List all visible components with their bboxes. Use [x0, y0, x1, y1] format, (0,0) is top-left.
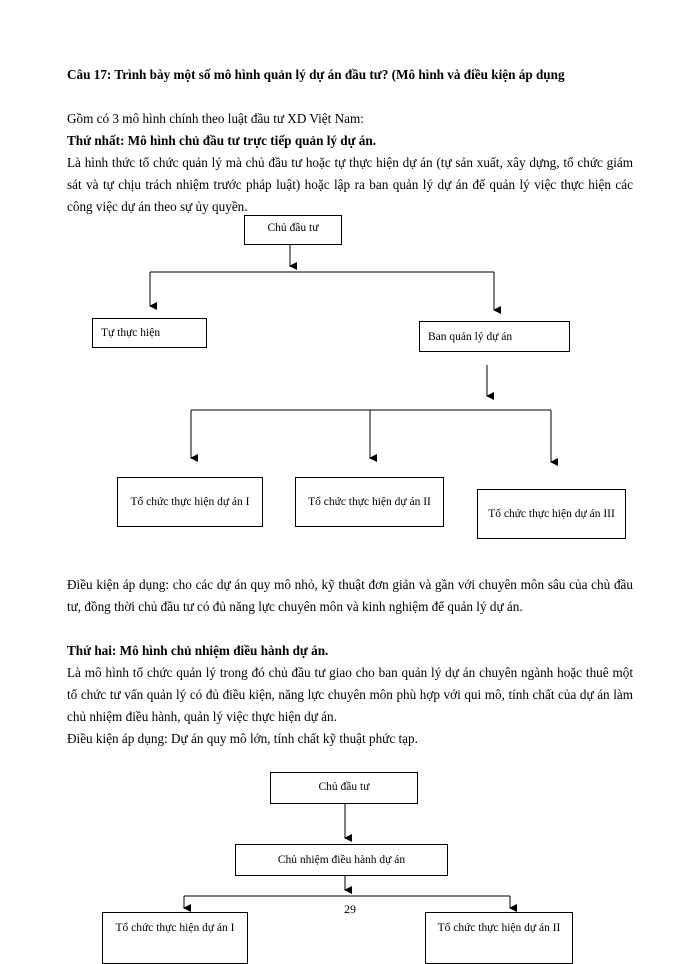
model1-heading: Thứ nhất: Mô hình chủ đầu tư trực tiếp quản lý dự án.	[67, 133, 377, 148]
d2-org2-box: Tổ chức thực hiện dự án II	[425, 912, 573, 964]
d1-org2-box: Tổ chức thực hiện dự án II	[295, 477, 444, 527]
d2-org1-box: Tổ chức thực hiện dự án I	[102, 912, 248, 964]
page-number: 29	[344, 902, 356, 916]
model2-heading: Thứ hai: Mô hình chủ nhiệm điều hành dự án.	[67, 643, 329, 658]
d1-org1-box: Tổ chức thực hiện dự án I	[117, 477, 263, 527]
d2-manager-box: Chủ nhiệm điều hành dự án	[235, 844, 448, 876]
d1-self-execute-box: Tự thực hiện	[92, 318, 207, 348]
model2-conditions: Điều kiện áp dụng: Dự án quy mô lớn, tính chất kỹ thuật phức tạp.	[67, 731, 418, 746]
d2-owner-box: Chủ đầu tư	[270, 772, 418, 804]
model1-description: Là hình thức tổ chức quản lý mà chủ đầu tư hoặc tự thực hiện dự án (tự sản xuất, xây dựng, tổ chức giám sát và tự chịu trách nhiệm trước pháp luật) hoặc lập ra ban quản lý dự án để quản lý việc thực hiện các công việc dự án theo sự ủy quyền.	[67, 155, 633, 214]
intro-text: Gồm có 3 mô hình chính theo luật đầu tư XD Việt Nam:	[67, 111, 364, 126]
model2-description: Là mô hình tổ chức quản lý trong đó chủ đầu tư giao cho ban quản lý dự án chuyên ngành hoặc thuê một tổ chức tư vấn quản lý có đủ điều kiện, năng lực chuyên môn phù hợp với qui mô, tính chất của dự án làm chủ nhiệm điều hành, quản lý việc thực hiện dự án.	[67, 665, 633, 724]
model1-conditions: Điều kiện áp dụng: cho các dự án quy mô nhỏ, kỹ thuật đơn giản và gần với chuyên môn sâu của chủ đầu tư, đồng thời chủ đầu tư có đủ năng lực chuyên môn và kinh nghiệm để quản lý dự án.	[67, 577, 633, 614]
d1-pmu-box: Ban quản lý dự án	[419, 321, 570, 352]
d1-owner-box: Chủ đầu tư	[244, 215, 342, 245]
d1-org3-box: Tổ chức thực hiện dự án III	[477, 489, 626, 539]
question-title: Câu 17: Trình bày một số mô hình quản lý dự án đầu tư? (Mô hình và điều kiện áp dụng	[67, 67, 565, 82]
